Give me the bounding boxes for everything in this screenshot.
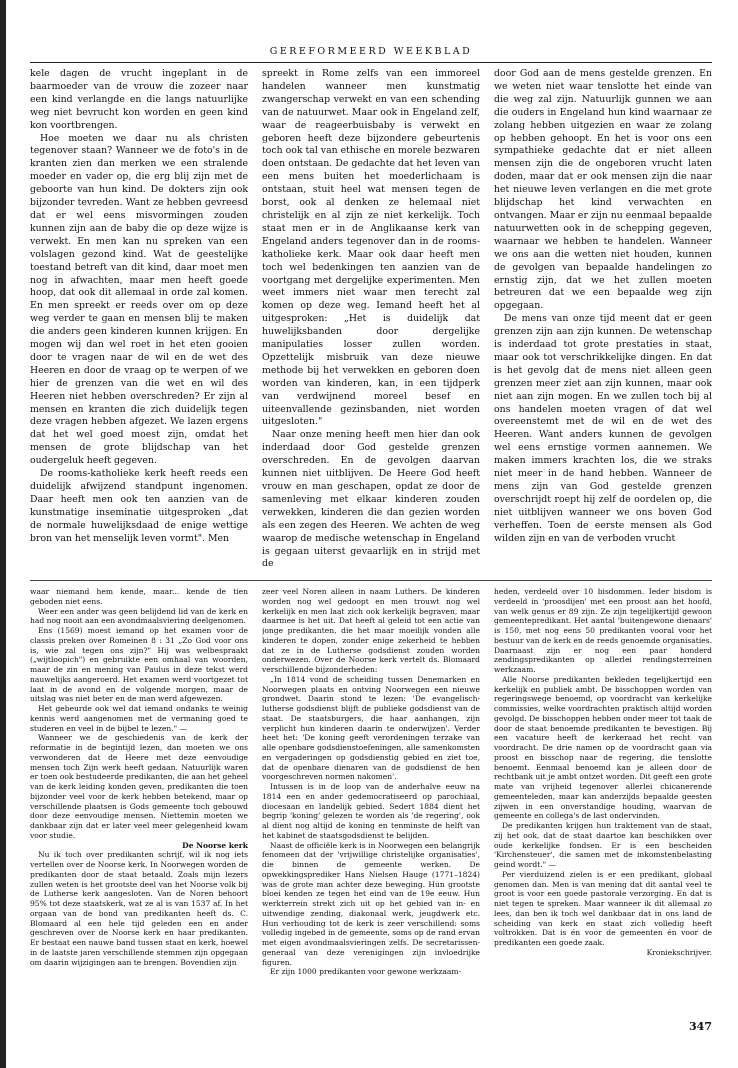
paragraph: door God aan de mens gestelde grenzen. En we weten niet waar tenslotte het einde van die weg zal zijn. Natuurlijk gunnen we aan die ouders in Engeland hun kind waarnaar ze zolang hebben uitgezien en waar ze zolang op hebben gehoopt. En het is voor ons een sympathieke gedachte dat er niet alleen mensen zijn die de ongeboren vrucht laten doden, maar dat er ook mensen zijn die naar het nieuwe leven verlangen en die met grote blijdschap het kind verwachten en ontvangen. Maar er zijn nu eenmaal bepaalde natuurwetten ook in de schepping gegeven, waarnaar we hebben te handelen. Wanneer we ons aan die wetten niet houden, kunnen de gevolgen van bepaalde handelingen zo ernstig zijn, dat we het zullen moeten betreuren dat we een bepaalde weg zijn opgegaan.	[494, 68, 712, 312]
paragraph: De mens van onze tijd meent dat er geen grenzen zijn aan zijn kunnen. De wetenschap is inderdaad tot grote prestaties in staat, maar ook tot verschrikkelijke dingen. En dat is het gevolg dat de mens niet alleen geen grenzen meer ziet aan zijn kunnen, maar ook niet aan zijn mogen. En we zullen toch bij al ons handelen moeten vragen of dat wel overeenstemt met de wil en de wet des Heeren. Want anders kunnen de gevolgen wel eens ernstige vormen aannemen. We maken immers krachten los, die we straks niet meer in de hand hebben. Wanneer de mens zijn van God gestelde grenzen overschrijdt roept hij zelf de oordelen op, die niet uitblijven wanneer we ons boven God verheffen. Toen de eerste mensen als God wilden zijn en van de verboden vrucht	[494, 313, 712, 544]
paragraph: Nu ik toch over predikanten schrijf, wil ik nog iets vertellen over de Noorse kerk. In Noorwegen worden de predikanten door de staat betaald. Zoals mijn lezers zullen weten is het grootste deel van het Noorse volk bij de Lutherse kerk aangesloten. Van de Noren behoort 95% tot deze staatskerk, wat ze al is van 1537 af. In het orgaan van de bond van predikanten heeft ds. C. Blomaard al een hele tijd geleden een en ander geschreven over de Noorse kerk en haar predikanten. Er bestaat een nauwe band tussen staat en kerk, hoewel in de laatste jaren verschillende stemmen zijn opgegaan om daarin wijzigingen aan te brengen. Bovendien zijn	[30, 850, 248, 967]
paragraph: Weer een ander was geen belijdend lid van de kerk en had nog nooit aan een avondmaalsviering deelgenomen.	[30, 606, 248, 626]
paragraph: De predikanten krijgen hun traktement van de staat, zij het ook, dat de staat daartoe kan beschikken over oude kerkelijke fondsen. Er is een bescheiden 'Kirchensteuer', die samen met de inkomstenbelasting geind wordt." —	[494, 821, 712, 869]
section-subheading: De Noorse kerk	[182, 840, 248, 850]
paragraph: waar niemand hem kende, maar... kende de tien geboden niet eens.	[30, 587, 248, 606]
paragraph: Intussen is in de loop van de anderhalve eeuw na 1814 een en ander gedemocratiseerd op parochiaal, diocesaan en landelijk gebied. Sedert 1884 dient het begrip 'koning' gelezen te worden als 'de regering', ook al dient nog altijd de koning en tenminste de helft van het kabinet de staatsgodsdienst te belijden.	[262, 782, 480, 840]
paragraph: Ens (1569) moest iemand op het examen voor de classis preken over Romeinen 8 : 31 „Zo God voor ons is, wie zal tegen ons zijn?" Hij was welbespraakt („wijtloopich") en gebruikte een omhaal van woorden, maar de zin en mening van Paulus in deze tekst werd nauwelijks aangeroerd. Het examen werd voortgezet tot laat in de avond en de volgende morgen, maar de uitslag was niet beter en de man werd afgewezen.	[30, 626, 248, 704]
paragraph: Het gebeurde ook wel dat iemand ondanks te weinig kennis werd aangenomen met de vermaning goed te studeren en veel in de bijbel te lezen." —	[30, 704, 248, 733]
upper-column-2	[262, 68, 480, 576]
paragraph: spreekt in Rome zelfs van een immoreel handelen wanneer men kunstmatig zwangerschap verwekt en van een schending van de natuurwet. Maar ook in Engeland zelf, waar de reageerbuisbaby is verwekt en geboren heeft deze bijzondere gebeurtenis toch ook tal van ethische en morele bezwaren doen ontstaan. De gedachte dat het leven van een mens buiten het moederlichaam is ontstaan, stuit heel wat mensen tegen de borst, ook al denken ze helemaal niet christelijk en al zijn ze niet kerkelijk. Toch staat men er in de Anglikaanse kerk van Engeland anders tegenover dan in de rooms-katholieke kerk. Maar ook daar heeft men toch wel bedenkingen ten aanzien van de voortgang met dergelijke experimenten. Men weet immers niet waar men terecht zal komen op deze weg. Iemand heeft het al uitgesproken: „Het is duidelijk dat huwelijksbanden door dergelijke manipulaties losser zullen worden. Opzettelijk misbruik van deze nieuwe methode bij het verwekken en geboren doen worden van kinderen, kan, in een tijdperk van verdwijnend moreel besef en uiteenvallende gezinsbanden, niet worden uitgesloten."	[262, 68, 480, 428]
section-divider	[30, 580, 712, 581]
paragraph: Naast de officiële kerk is in Noorwegen een belangrijk fenomeen dat der 'vrijwillige christelijke organisaties', die binnen de gemeente werken. De opwekkingsprediker Hans Nielsen Hauge (1771–1824) was de grote man achter deze beweging. Hun grootste bloei kenden ze tegen het eind van de 19e eeuw. Hun werkterrein strekt zich uit op het gebied van in- en uitwendige zending, diakonaal werk, jeugdwerk etc. Hun verhouding tot de kerk is zeer verschillend: soms volledig ingebed in de gemeente, soms op de rand ervan met eigen avondmaalsvieringen zelfs. De secretarissen-generaal van deze verenigingen zijn invloedrijke figuren.	[262, 840, 480, 967]
lower-column-1	[30, 587, 248, 987]
paragraph: Per vierduizend zielen is er een predikant, globaal genomen dan. Men is van mening dat dit aantal veel te groot is voor een goede pastorale verzorging. En dat is niet tegen te spreken. Maar wanneer ik dit allemaal zo lees, dan ben ik toch wel dankbaar dat in ons land de scheiding van kerk en staat zich volledig heeft voltrokken. Dat is én voor de gemeenten én voor de predikanten een goede zaak.	[494, 869, 712, 947]
paragraph: „In 1814 vond de scheiding tussen Denemarken en Noorwegen plaats en ontving Noorwegen een nieuwe grondwet. Daarin stond te lezen: 'De evangelisch-lutherse godsdienst blijft de publieke godsdienst van de staat. De staatsburgers, die haar aanhangen, zijn verplicht hun kinderen daarin te onderwijzen'. Verder heet het: 'De koning geeft verordeningen terzake van alle openbare godsdienstoefeningen, alle samenkomsten en vergaderingen op godsdienstig gebied en ziet toe, dat de openbare dienaren van de godsdienst de hen voorgeschreven normen nakomen'.	[262, 674, 480, 782]
lower-column-3	[494, 587, 712, 987]
lower-column-2	[262, 587, 480, 987]
paragraph: Naar onze mening heeft men hier dan ook inderdaad door God gestelde grenzen overschreden. En de gevolgen daarvan kunnen niet uitblijven. De Heere God heeft vrouw en man geschapen, opdat ze door de samenleving met elkaar kinderen zouden verwekken, kinderen die dan gezien worden als een zegen des Heeren. We achten de weg waarop de medische wetenschap in Engeland is gegaan uiterst gevaarlijk en in strijd met de	[262, 429, 480, 570]
page-header: GEREFORMEERD WEEKBLAD	[30, 46, 712, 63]
page-number: 347	[689, 1020, 712, 1033]
paragraph: Alle Noorse predikanten bekleden tegelijkertijd een kerkelijk en publiek ambt. De bisschoppen worden van regeringswege benoemd, op voordracht van kerkelijke commissies, welke voordrachten praktisch altijd worden gevolgd. De bisschoppen hebben onder meer tot taak de door de staat benoemde predikanten te bevestigen. Bij een vacature heeft de kerkeraad het recht van voordracht. De drie namen op de voordracht gaan via proost en bisschop naar de regering, die tenslotte benoemt. Eenmaal benoemd kan je alleen door de rechtbank uit je ambt ontzet worden. Dit geeft een grote mate van vrijheid tegenover allerlei chicanerende gemeenteleden, maar kan anderzijds bepaalde geesten zijwen in een onverstandige houding, waarvan de gemeente en collega's de last ondervinden.	[494, 674, 712, 821]
paragraph: zeer veel Noren alleen in naam Luthers. De kinderen worden nog wel gedoopt en men trouwt nog wel kerkelijk en men laat zich ook kerkelijk begraven, maar daarmee is het uit. Dat heeft al geleid tot een actie van jonge predikanten, die het maar moeilijk vonden alle kinderen te dopen, zonder enige zekerheid te hebben dat ze in de Lutherse godsdienst zouden worden onderwezen. Over de Noorse kerk vertelt ds. Blomaard verschillende bijzonderheden:	[262, 587, 480, 674]
upper-column-1	[30, 68, 248, 576]
paragraph: heden, verdeeld over 10 bisdommen. Ieder bisdom is verdeeld in 'proosdijen' met een proost aan het hoofd, van welk genus er 89 zijn. Ze zijn tegelijkertijd gewoon gemeentepredikant. Het aantal 'buitengewone dienaars' is 150, met nog eens 50 predikanten vooral voor het bestuur van de kerk en de reeds genoemde organisaties. Daarnaast zijn er nog een paar honderd zendingspredikanten op allerlei rendingsterreinen werkzaam.	[494, 587, 712, 674]
paragraph: Er zijn 1000 predikanten voor gewone werkzaam-	[270, 967, 462, 977]
author-signature: Kroniekschrijver.	[646, 947, 712, 957]
paragraph: Hoe moeten we daar nu als christen tegenover staan? Wanneer we de foto's in de kranten zien dan merken we een stralende moeder en vader op, die erg blij zijn met de geboorte van hun kind. De dokters zijn ook bijzonder tevreden. Want ze hebben gevreesd dat er wel eens misvormingen zouden kunnen zijn aan de baby die op deze wijze is verwekt. En men kan nu spreken van een volslagen gezond kind. Wat de geestelijke toestand betreft van dit kind, daar moet men nog in afwachten, maar men heeft goede hoop, dat ook dit allemaal in orde zal komen. En men spreekt er reeds over om op deze weg verder te gaan en mensen blij te maken die anders geen kinderen kunnen krijgen. En mogen wij dan wel roet in het eten gooien door te vragen naar de wil en de wet des Heeren en door de vraag op te werpen of we hier de grenzen van die wet en wil des Heeren niet hebben overschreden? Er zijn al mensen en kranten die zich duidelijk tegen deze vragen hebben afgezet. We lazen ergens dat het wel goed moest zijn, omdat het mensen de grote blijdschap van het oudergeluk heeft gegeven.	[30, 132, 248, 467]
document-page	[30, 46, 712, 1036]
paragraph: De rooms-katholieke kerk heeft reeds een duidelijk afwijzend standpunt ingenomen. Daar heeft men ook ten aanzien van de kunstmatige inseminatie uitgesproken „dat de normale huwelijksdaad de enige wettige bron van het menselijk leven vormt". Men	[30, 468, 248, 544]
upper-column-3	[494, 68, 712, 576]
paragraph: Wanneer we de geschiedenis van de kerk der reformatie in de begintijd lezen, dan moeten we ons verwonderen dat de Heere met deze eenvoudige mensen toch Zijn werk heeft gedaan. Natuurlijk waren er toen ook bestudeerde predikanten, die aan het geheel van de kerk leiding konden geven, predikanten die toen bijzonder veel voor de kerk hebben betekend, maar op verschillende plaatsen is Gods gemeente toch gebouwd door deze eenvoudige mensen. Niettemin moeten we dankbaar zijn dat er later veel meer gelegenheid kwam voor studie.	[30, 733, 248, 840]
paragraph: kele dagen de vrucht ingeplant in de baarmoeder van de vrouw die zozeer naar een kind verlangde en die langs natuurlijke weg niet bevrucht kon worden en geen kind kon voortbrengen.	[30, 68, 248, 131]
scan-edge	[0, 0, 6, 1068]
